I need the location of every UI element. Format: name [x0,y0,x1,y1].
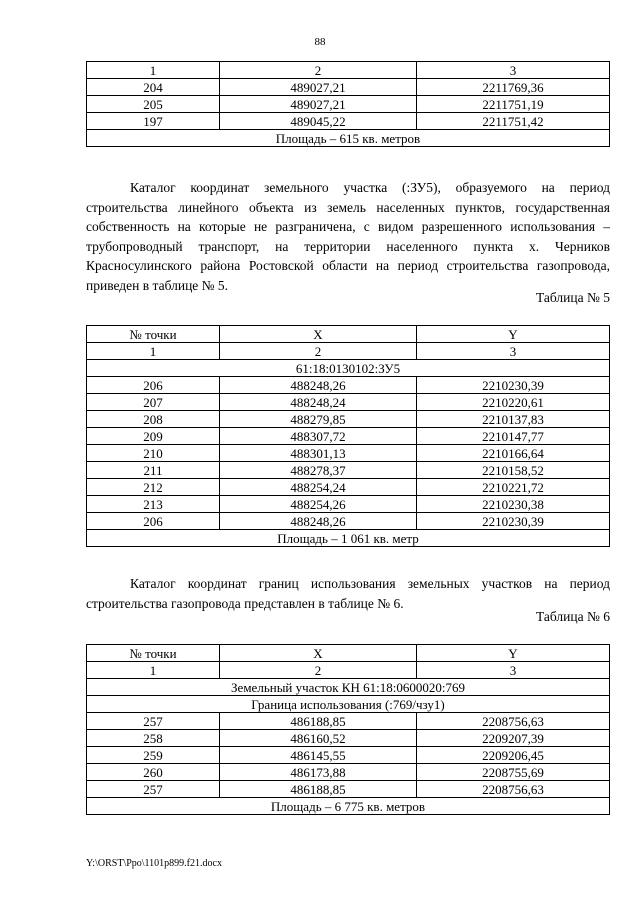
x-cell: 489027,21 [220,96,417,113]
subgroup-row [87,696,610,713]
table-row [87,411,610,428]
header-x: X [220,645,417,662]
point-cell: 212 [87,479,220,496]
table-row [87,445,610,462]
area-cell: Площадь – 1 061 кв. метр [87,530,610,547]
point-cell: 213 [87,496,220,513]
x-cell: 486160,52 [220,730,417,747]
header-point: № точки [87,645,220,662]
header-y: Y [417,645,610,662]
point-cell: 259 [87,747,220,764]
point-cell: 210 [87,445,220,462]
column-number-cell: 1 [87,62,220,79]
table-row [87,462,610,479]
page-number: 88 [314,36,326,48]
point-cell: 257 [87,713,220,730]
x-cell: 489045,22 [220,113,417,130]
y-cell: 2208755,69 [417,764,610,781]
header-x: X [220,326,417,343]
table-row [87,747,610,764]
y-cell: 2210230,39 [417,513,610,530]
y-cell: 2210230,39 [417,377,610,394]
x-cell: 488307,72 [220,428,417,445]
point-cell: 257 [87,781,220,798]
column-number-cell: 1 [87,662,220,679]
group-row [87,679,610,696]
point-cell: 208 [87,411,220,428]
header-point: № точки [87,326,220,343]
table-number-row [87,343,610,360]
table-row [87,713,610,730]
paragraph-catalog-zu5: Каталог координат земельного участка (:ЗУ5), образуемого на период строительства линейного объекта из земель населенных пунктов, государственная собственность на которые не разграничена, с видом разрешенного использования – трубопроводный транспорт, на территории населенного пункта х. Черников Красносулинского района Ростовской области на период строительства газопровода, приведен в таблице № 5. [86,180,610,293]
column-number-cell: 2 [220,662,417,679]
y-cell: 2208756,63 [417,781,610,798]
point-cell: 206 [87,377,220,394]
x-cell: 488301,13 [220,445,417,462]
x-cell: 488278,37 [220,462,417,479]
table-row [87,781,610,798]
x-cell: 486173,88 [220,764,417,781]
column-number-cell: 2 [220,343,417,360]
y-cell: 2210158,52 [417,462,610,479]
point-cell: 211 [87,462,220,479]
y-cell: 2211751,42 [417,113,610,130]
table-row [87,428,610,445]
table-row [87,377,610,394]
table5 [86,325,610,547]
table-row [87,79,610,96]
table-row [87,730,610,747]
table-row [87,96,610,113]
area-row [87,130,610,147]
y-cell: 2210166,64 [417,445,610,462]
x-cell: 488248,24 [220,394,417,411]
x-cell: 488248,26 [220,377,417,394]
table-number-row [87,62,610,79]
area-cell: Площадь – 615 кв. метров [87,130,610,147]
table-row [87,113,610,130]
table-number-row [87,662,610,679]
column-number-cell: 3 [417,343,610,360]
column-number-cell: 2 [220,62,417,79]
x-cell: 486188,85 [220,781,417,798]
area-cell: Площадь – 6 775 кв. метров [87,798,610,815]
point-cell: 197 [87,113,220,130]
table-row [87,513,610,530]
y-cell: 2210220,61 [417,394,610,411]
point-cell: 209 [87,428,220,445]
table6-caption: Таблица № 6 [536,609,610,624]
table-continuation [86,61,610,147]
y-cell: 2211769,36 [417,79,610,96]
y-cell: 2210137,83 [417,411,610,428]
table-row [87,394,610,411]
table5-caption: Таблица № 5 [536,290,610,305]
y-cell: 2210147,77 [417,428,610,445]
point-cell: 205 [87,96,220,113]
area-row [87,530,610,547]
x-cell: 488254,24 [220,479,417,496]
table-row [87,479,610,496]
x-cell: 486188,85 [220,713,417,730]
y-cell: 2210221,72 [417,479,610,496]
y-cell: 2211751,19 [417,96,610,113]
footer-file-path: Y:\ORST\Ppo\1101p899.f21.docx [86,858,222,869]
x-cell: 486145,55 [220,747,417,764]
y-cell: 2210230,38 [417,496,610,513]
column-number-cell: 3 [417,62,610,79]
table-row [87,764,610,781]
column-number-cell: 1 [87,343,220,360]
point-cell: 258 [87,730,220,747]
group-row [87,360,610,377]
point-cell: 206 [87,513,220,530]
x-cell: 488279,85 [220,411,417,428]
subgroup-cell: Граница использования (:769/чзу1) [87,696,610,713]
table-row [87,496,610,513]
y-cell: 2209206,45 [417,747,610,764]
header-y: Y [417,326,610,343]
x-cell: 489027,21 [220,79,417,96]
table6 [86,644,610,815]
group-cell: 61:18:0130102:ЗУ5 [87,360,610,377]
paragraph-catalog-boundaries: Каталог координат границ использования земельных участков на период строительства газопровода представлен в таблице № 6. [86,576,610,611]
table-header-row [87,645,610,662]
area-row [87,798,610,815]
x-cell: 488248,26 [220,513,417,530]
group-cell: Земельный участок КН 61:18:0600020:769 [87,679,610,696]
x-cell: 488254,26 [220,496,417,513]
y-cell: 2209207,39 [417,730,610,747]
point-cell: 207 [87,394,220,411]
point-cell: 204 [87,79,220,96]
y-cell: 2208756,63 [417,713,610,730]
point-cell: 260 [87,764,220,781]
table-header-row [87,326,610,343]
column-number-cell: 3 [417,662,610,679]
